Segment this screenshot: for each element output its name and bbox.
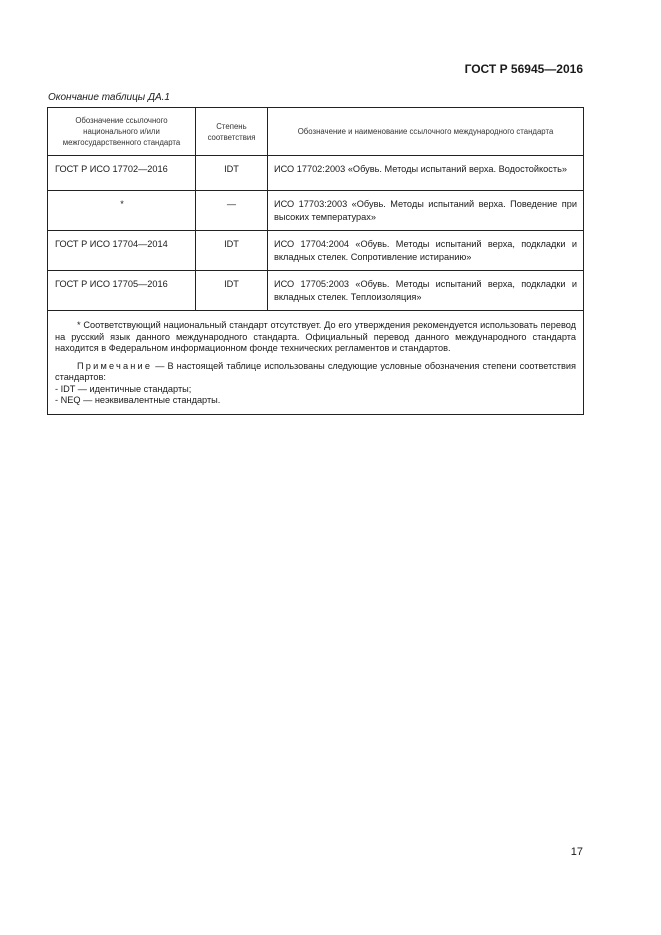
international-standard-cell: ИСО 17703:2003 «Обувь. Методы испытаний верха. Поведение при высоких температурах» — [268, 191, 584, 231]
note-label: Примечание — [77, 360, 153, 371]
note-text: — В настоящей таблице использованы следующие условные обозначения степени соответствия стандартов: — [55, 360, 576, 382]
national-standard-cell: ГОСТ Р ИСО 17704—2014 — [48, 231, 196, 271]
page-number: 17 — [570, 846, 583, 858]
legend-item: - NEQ — неэквивалентные стандарты. — [55, 395, 221, 405]
document-code: ГОСТ Р 56945—2016 — [464, 62, 583, 76]
national-standard-cell: ГОСТ Р ИСО 17705—2016 — [48, 271, 196, 311]
national-standard-cell: ГОСТ Р ИСО 17702—2016 — [48, 156, 196, 191]
col-header-national: Обозначение ссылочного национального и/или межгосударственного стандарта — [48, 108, 196, 156]
reference-standards-table — [47, 107, 584, 415]
table-row — [48, 191, 584, 231]
col-header-international: Обозначение и наименование ссылочного международного стандарта — [268, 108, 584, 156]
national-standard-cell: * — [48, 191, 196, 231]
col-header-degree: Степень соответствия — [196, 108, 268, 156]
table-notes — [48, 311, 584, 415]
degree-cell: — — [196, 191, 268, 231]
note-paragraph — [55, 361, 576, 384]
degree-cell: IDT — [196, 271, 268, 311]
footnote: * Соответствующий национальный стандарт отсутствует. До его утверждения рекомендуется использовать перевод на русский язык данного международного стандарта. Официальный перевод данного международного стандарта находится в Федеральном информационном фонде технических регламентов и стандартов. — [55, 320, 576, 353]
table-row — [48, 156, 584, 191]
international-standard-cell: ИСО 17705:2003 «Обувь. Методы испытаний верха, подкладки и вкладных стелек. Теплоизоляция» — [268, 271, 584, 311]
table-notes-row — [48, 311, 584, 415]
table-caption: Окончание таблицы ДА.1 — [48, 92, 170, 103]
degree-cell: IDT — [196, 231, 268, 271]
table-header-row — [48, 108, 584, 156]
international-standard-cell: ИСО 17704:2004 «Обувь. Методы испытаний верха, подкладки и вкладных стелек. Сопротивление истиранию» — [268, 231, 584, 271]
international-standard-cell: ИСО 17702:2003 «Обувь. Методы испытаний верха. Водостойкость» — [268, 156, 584, 191]
table-row — [48, 231, 584, 271]
legend-item: - IDT — идентичные стандарты; — [55, 383, 192, 394]
degree-cell: IDT — [196, 156, 268, 191]
table-row — [48, 271, 584, 311]
